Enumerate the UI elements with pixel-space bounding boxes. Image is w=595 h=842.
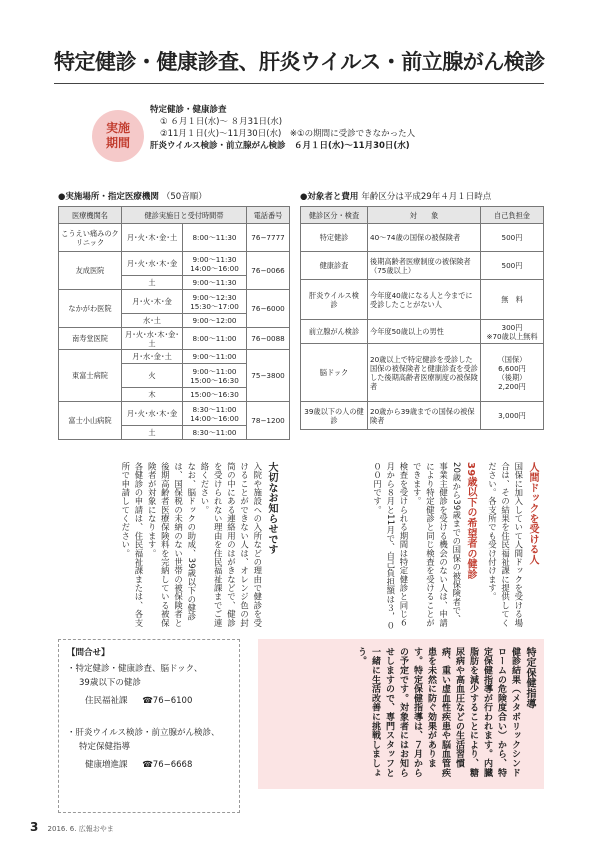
page-number: 3	[30, 820, 39, 834]
under39-body1: 20歳から39歳までの国保の被保険者で、事業主健診を受ける機会のない人は、申請により特定健診と同じ検査を受けることができます。	[412, 462, 462, 628]
clinic-days: 月･火･水･木･金･土	[122, 328, 183, 350]
contact-dept-name: 住民福祉課	[85, 696, 128, 706]
contact-item: ・特定健診・健康診査、脳ドック、	[67, 664, 203, 674]
clinic-days: 月･火･水･木･金	[122, 252, 183, 276]
under39-heading: 39歳以下の希望者の健診	[465, 462, 476, 580]
contact-item: ・肝炎ウイルス検診・前立腺がん検診、	[67, 728, 220, 738]
target-cost: 無 料	[481, 280, 544, 320]
clinic-tel: 76−0088	[247, 328, 290, 350]
clinic-tel: 78−1200	[247, 402, 290, 440]
table-row	[301, 344, 544, 402]
targets-heading	[300, 190, 491, 202]
target-desc: 20歳から39歳までの国保の被保険者	[368, 402, 481, 430]
target-desc: 今年度40歳になる人と今までに受診したことがない人	[368, 280, 481, 320]
clinic-time: 9:00～11:00	[183, 350, 247, 364]
clinic-days: 月･水･金･土	[122, 350, 183, 364]
badge-line2: 期間	[105, 136, 130, 150]
health-guidance-content	[266, 647, 536, 781]
period-badge	[92, 110, 144, 162]
target-cost: （国保） 6,600円 （後期） 2,200円	[481, 344, 544, 402]
period-list	[150, 104, 415, 152]
targets-heading-note: 年齢区分は平成29年４月１日時点	[361, 192, 492, 202]
target-category: 肝炎ウイルス検 診	[301, 280, 368, 320]
target-desc: 40～74歳の国保の被保険者	[368, 224, 481, 252]
table-row	[59, 252, 290, 276]
clinic-time: 8:00～11:30	[183, 224, 247, 252]
table-row	[301, 252, 544, 280]
period-item: 肝炎ウイルス検診・前立腺がん検診 ６月１日(水)～11月30日(水)	[150, 141, 410, 151]
contact-box	[58, 639, 240, 813]
table-row	[301, 224, 544, 252]
target-desc: 後期高齢者医療制度の被保険者（75歳以上）	[368, 252, 481, 280]
title-divider	[54, 83, 544, 84]
contact-tel: ☎76−6668	[142, 760, 193, 770]
target-desc: 今年度50歳以上の男性	[368, 320, 481, 344]
locations-table	[58, 206, 290, 440]
health-guidance-box	[258, 639, 544, 789]
target-desc: 20歳以上で特定健診を受診した国保の被保険者と健康診査を受診した後期高齢者医療制度の被保険者	[368, 344, 481, 402]
contact-dept	[85, 758, 239, 772]
clinic-name: こうえい痛みのクリニック	[59, 224, 122, 252]
notice-section	[60, 462, 278, 632]
clinic-days: 土	[122, 426, 183, 440]
clinic-days: 火	[122, 364, 183, 388]
clinic-time: 8:00～11:00	[183, 328, 247, 350]
notice-body1: 入院や施設への入所などの理由で健診を受けることができない人は、オレンジ色の封筒の中にある連絡用のはがきなどで、健診を受けられない理由を住民福祉課までご連絡ください。	[199, 462, 263, 628]
target-category: 脳ドック	[301, 344, 368, 402]
clinic-days: 月･火･木･金･土	[122, 224, 183, 252]
dock-section	[479, 462, 539, 632]
col-header: 医療機関名	[59, 207, 122, 224]
target-cost: 500円	[481, 224, 544, 252]
period-item: ②11月１日(火)～11月30日(水) ※①の期間に受診できなかった人	[160, 129, 416, 139]
target-cost: 300円 ※70歳以上無料	[481, 320, 544, 344]
table-row	[301, 320, 544, 344]
clinic-name: なかがわ医院	[59, 290, 122, 328]
col-header: 自己負担金	[481, 207, 544, 224]
target-category: 前立腺がん検診	[301, 320, 368, 344]
clinic-time: 9:00～12:00	[183, 314, 247, 328]
period-item: ① ６月１日(水)～ ８月31日(水)	[160, 117, 283, 127]
health-guidance-heading: 特定保健指導	[524, 647, 535, 709]
clinic-days: 土	[122, 276, 183, 290]
target-category: 39歳以下の人の健 診	[301, 402, 368, 430]
clinic-name: 南寿堂医院	[59, 328, 122, 350]
clinic-time: 9:00～12:30 15:30～17:00	[183, 290, 247, 314]
footer-meta: 2016. 6. 広報おやま	[47, 825, 114, 833]
contact-tel: ☎76−6100	[142, 696, 193, 706]
contact-dept-name: 健康増進課	[85, 760, 128, 770]
page-title: 特定健診・健康診査、肝炎ウイルス・前立腺がん検診	[54, 50, 545, 74]
table-row	[301, 280, 544, 320]
notice-body3: 各健診の申請は、住民福祉課または、各支所で申請してください。	[120, 462, 144, 628]
clinic-time: 8:30～11:00	[183, 426, 247, 440]
health-guidance-body: 健診結果（メタボリックシンドロームの危険度合い）から、特定保健指導が行われます。内臓脂肪を減少することにより、糖尿病や高血圧などの生活習慣病、重い虚血性疾患や脳血管疾患を未然に防ぐ効果があります。特定保健指導は、７月からの予定です。対象者にはお知らせしますので、専門スタッフと一緒に生活改善に挑戦しましょう。	[356, 647, 520, 778]
target-category: 特定健診	[301, 224, 368, 252]
target-category: 健康診査	[301, 252, 368, 280]
notice-heading: 大切なお知らせです	[266, 462, 277, 555]
locations-heading-text: ●実施場所・指定医療機関	[58, 192, 159, 202]
table-row	[301, 402, 544, 430]
contact-item: 特定保健指導	[79, 742, 131, 752]
locations-heading	[58, 190, 207, 202]
target-cost: 3,000円	[481, 402, 544, 430]
clinic-tel: 76−6000	[247, 290, 290, 328]
targets-heading-text: ●対象者と費用	[300, 192, 359, 202]
footer	[30, 820, 114, 834]
table-row	[59, 290, 290, 314]
dock-body: 国保に加入していて人間ドックを受ける場合は、その結果を住民福祉課に提供してください。各支所でも受け付けます。	[487, 462, 524, 628]
under39-section	[372, 462, 477, 632]
contact-item: 39歳以下の健診	[79, 678, 141, 688]
col-header: 健診区分・検査	[301, 207, 368, 224]
contact-heading: 【問合せ】	[67, 648, 110, 658]
period-item: 特定健診・健康診査	[150, 105, 227, 115]
clinic-tel: 76−0066	[247, 252, 290, 290]
clinic-tel: 75−3800	[247, 350, 290, 402]
clinic-name: 東富士病院	[59, 350, 122, 402]
clinic-name: 友成医院	[59, 252, 122, 290]
col-header: 対 象	[368, 207, 481, 224]
clinic-time: 9:00～11:30	[183, 276, 247, 290]
clinic-days: 水･土	[122, 314, 183, 328]
clinic-time: 9:00～11:00 15:00～16:30	[183, 364, 247, 388]
clinic-time: 15:00～16:30	[183, 388, 247, 402]
under39-body2: 検査を受けられる期間は特定健診と同じ６月から８月と11月で、自己負担額は３，０００円です。	[372, 462, 409, 630]
col-header: 電話番号	[247, 207, 290, 224]
table-row	[59, 350, 290, 364]
target-cost: 500円	[481, 252, 544, 280]
clinic-time: 9:00～11:30 14:00～16:00	[183, 252, 247, 276]
clinic-name: 富士小山病院	[59, 402, 122, 440]
clinic-tel: 76−7777	[247, 224, 290, 252]
clinic-days: 月･火･木･金	[122, 290, 183, 314]
locations-heading-note: （50音順）	[161, 192, 207, 202]
badge-line1: 実施	[105, 121, 130, 135]
clinic-time: 8:30～11:00 14:00～16:00	[183, 402, 247, 426]
contact-dept	[85, 694, 239, 708]
table-row	[59, 224, 290, 252]
table-row	[59, 402, 290, 426]
dock-heading: 人間ドックを受ける人	[527, 462, 538, 565]
table-row	[59, 328, 290, 350]
notice-body2: なお、脳ドックの助成、39歳以下の健診は、国保税の未納のない世帯の被保険者と後期高齢者医療保険料を完納している被保険者が対象になります。	[147, 462, 197, 628]
clinic-days: 木	[122, 388, 183, 402]
targets-table	[300, 206, 544, 430]
col-header: 健診実施日と受付時間帯	[122, 207, 247, 224]
clinic-days: 月･火･水･木･金	[122, 402, 183, 426]
